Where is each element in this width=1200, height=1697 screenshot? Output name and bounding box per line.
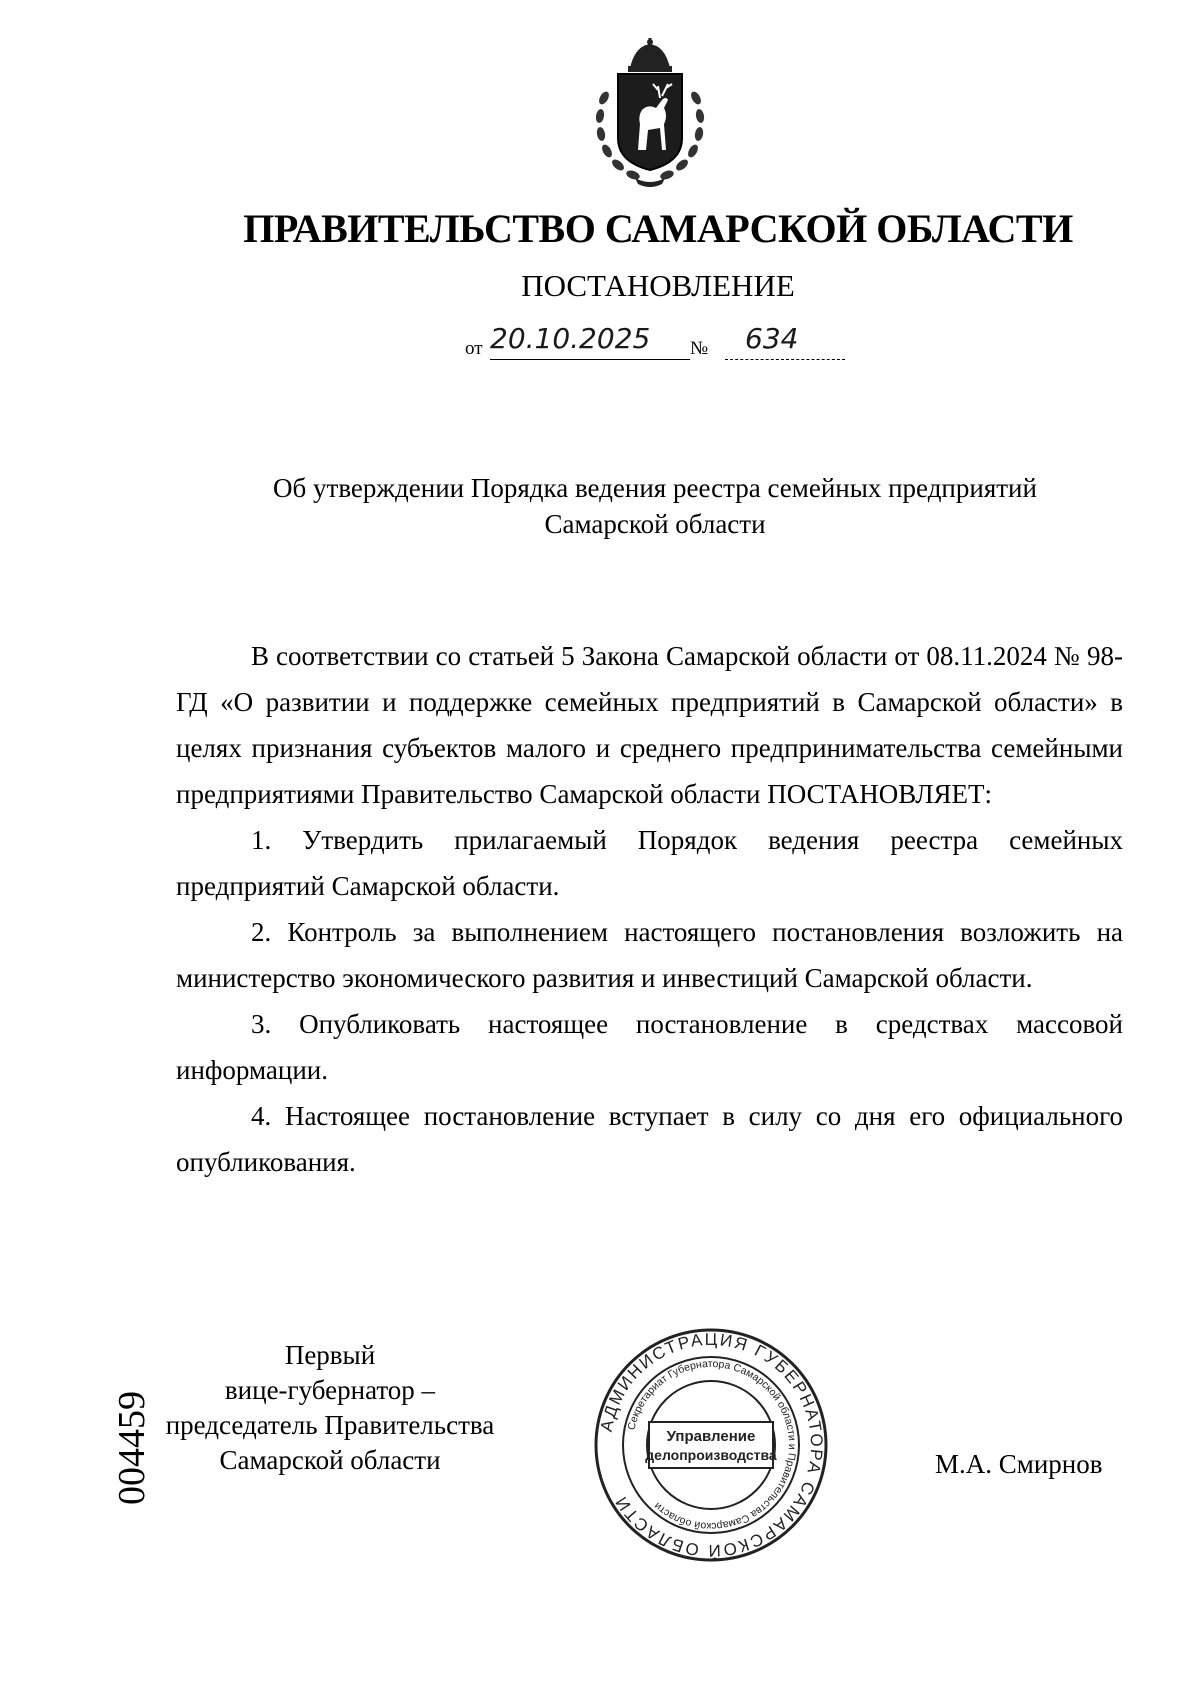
stamp-outer-text: АДМИНИСТРАЦИЯ ГУБЕРНАТОРА САМАРСКОЙ ОБЛАСТИ [596, 1329, 827, 1561]
document-body [176, 633, 1123, 1185]
number-label: № [690, 338, 709, 359]
position-line-1: Первый [284, 1340, 376, 1370]
preamble-paragraph: В соответствии со статьей 5 Закона Самарской области от 08.11.2024 № 98-ГД «О развитии и поддержке семейных предприятий в Самарской области» в целях признания субъектов малого и среднего предпринимательства семейными предприятиями Правительство Самарской области ПОСТАНОВЛЯЕТ: [176, 641, 1123, 809]
stamp-center-line-1: Управление [666, 1428, 756, 1445]
side-registration-number: 004459 [111, 1391, 153, 1505]
document-type: ПОСТАНОВЛЕНИЕ [521, 268, 795, 303]
document-subject [200, 470, 1110, 542]
signer-name: М.А. Смирнов [935, 1449, 1103, 1479]
resolution-item-2: 2. Контроль за выполнением настоящего постановления возложить на министерство экономического развития и инвестиций Самарской области. [176, 917, 1123, 993]
subject-line-1: Об утверждении Порядка ведения реестра семейных предприятий [273, 473, 1037, 503]
coat-of-arms-icon [590, 38, 710, 188]
resolution-item-3: 3. Опубликовать настоящее постановление в средствах массовой информации. [176, 1009, 1123, 1085]
resolution-item-1: 1. Утвердить прилагаемый Порядок ведения реестра семейных предприятий Самарской области. [176, 825, 1123, 901]
registration-date: 20.10.2025 [490, 322, 651, 355]
organization-title: ПРАВИТЕЛЬСТВО САМАРСКОЙ ОБЛАСТИ [243, 206, 1073, 251]
resolution-item-4: 4. Настоящее постановление вступает в силу со дня его официального опубликования. [176, 1101, 1123, 1177]
stamp-center-line-2: делопроизводства [645, 1447, 777, 1463]
signer-position [155, 1338, 505, 1478]
official-stamp [592, 1326, 830, 1564]
stamp-inner-text: Секретариат Губернатора Самарской области и Правительства Самарской области [625, 1357, 799, 1533]
position-line-4: Самарской области [219, 1445, 441, 1475]
registration-line [465, 318, 865, 366]
position-line-2: вице-губернатор – [224, 1375, 436, 1405]
date-underline [490, 359, 690, 360]
position-line-3: председатель Правительства [165, 1410, 495, 1440]
number-underline [725, 359, 845, 360]
registration-number: 634 [745, 322, 799, 355]
subject-line-2: Самарской области [544, 509, 766, 539]
date-prefix: от [465, 338, 483, 359]
